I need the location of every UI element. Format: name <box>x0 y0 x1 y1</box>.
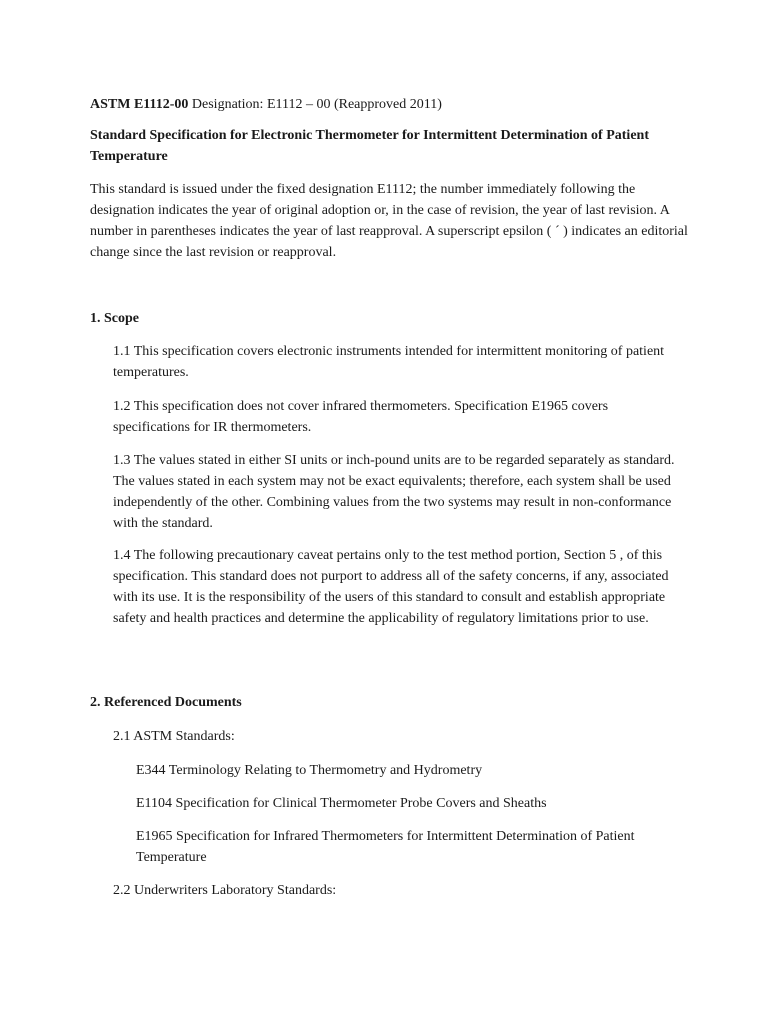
document-header <box>90 94 690 115</box>
astm-standards-label: 2.1 ASTM Standards: <box>113 729 235 744</box>
intro-paragraph: This standard is issued under the fixed designation E1112; the number immediately following the designation indicates the year of original adoption or, in the case of revision, the year of last revision. A number in parentheses indicates the year of last reapproval. A superscript epsilon ( ´ ) indicates an editorial change since the last revision or reapproval. <box>90 182 688 260</box>
scope-item-1-2: 1.2 This specification does not cover infrared thermometers. Specification E1965 covers specifications for IR thermometers. <box>113 399 609 435</box>
designation-text: Designation: E1112 – 00 (Reapproved 2011) <box>188 97 442 112</box>
referenced-item-e1104: E1104 Specification for Clinical Thermometer Probe Covers and Sheaths <box>136 796 547 811</box>
referenced-item-e344: E344 Terminology Relating to Thermometry and Hydrometry <box>136 763 483 778</box>
standard-code: ASTM E1112-00 <box>90 97 189 112</box>
scope-item-1-3: 1.3 The values stated in either SI units or inch-pound units are to be regarded separately as standard. The values stated in each system may not be exact equivalents; therefore, each system shall be used independently of the other. Combining values from the two systems may result in non-conformance with the standard. <box>113 453 675 531</box>
section-heading-referenced: 2. Referenced Documents <box>90 695 242 710</box>
referenced-item-e1965: E1965 Specification for Infrared Thermometers for Intermittent Determination of Patient Temperature <box>136 829 635 865</box>
ul-standards-label: 2.2 Underwriters Laboratory Standards: <box>113 883 337 898</box>
document-title: Standard Specification for Electronic Thermometer for Intermittent Determination of Patient Temperature <box>90 128 649 164</box>
section-heading-scope: 1. Scope <box>90 311 139 326</box>
scope-item-1-1: 1.1 This specification covers electronic instruments intended for intermittent monitoring of patient temperatures. <box>113 344 665 380</box>
scope-item-1-4: 1.4 The following precautionary caveat pertains only to the test method portion, Section 5 , of this specification. This standard does not purport to address all of the safety concerns, if any, associated with its use. It is the responsibility of the users of this standard to consult and establish appropriate safety and health practices and determine the applicability of regulatory limitations prior to use. <box>113 548 669 626</box>
